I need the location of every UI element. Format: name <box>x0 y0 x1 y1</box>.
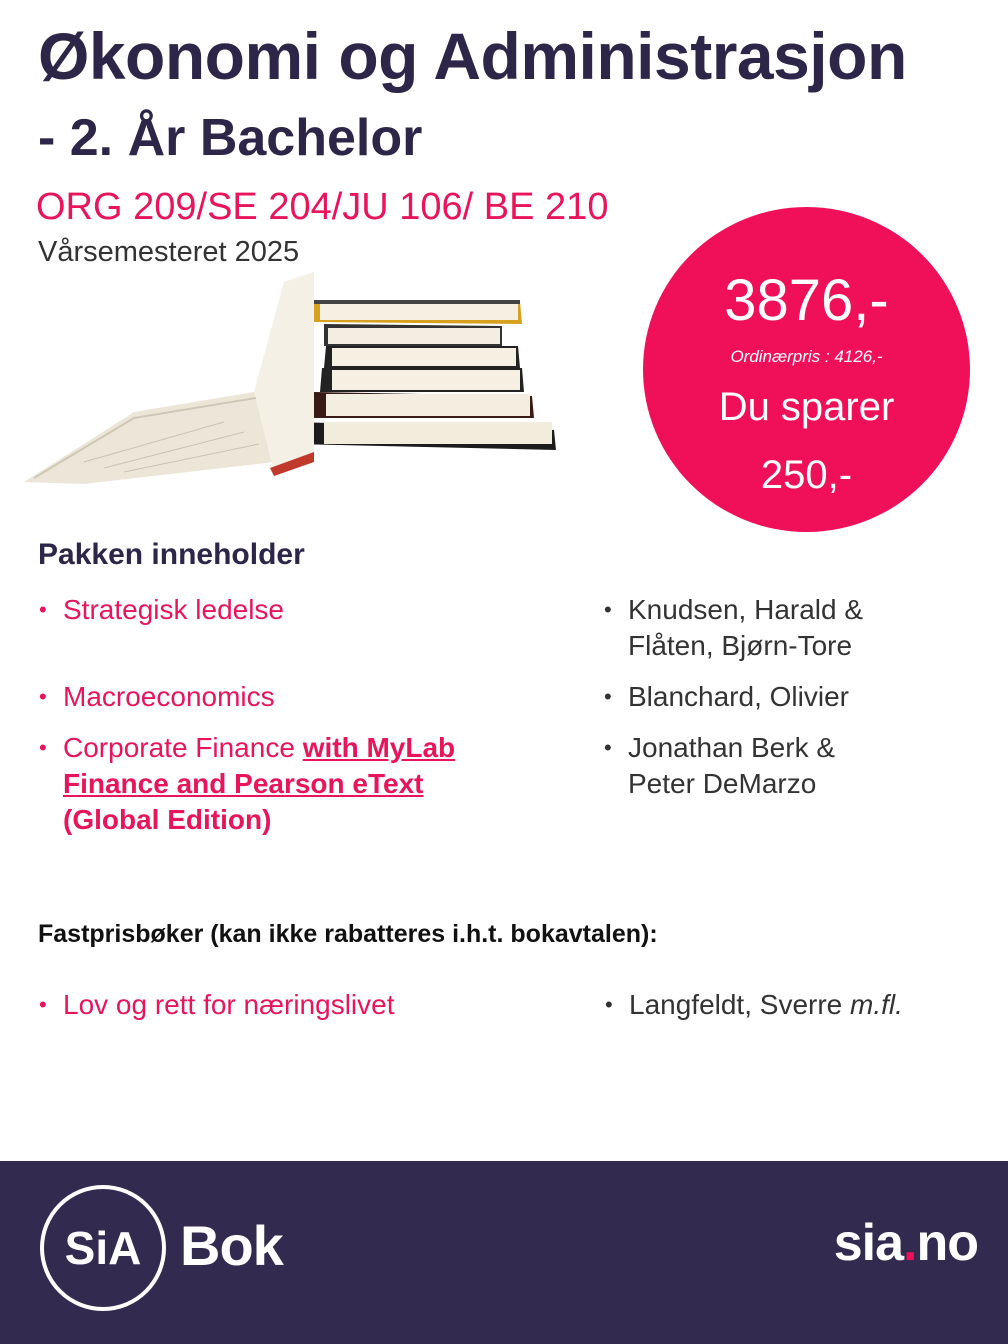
site-link[interactable] <box>834 1213 978 1273</box>
list-item <box>605 987 903 1023</box>
book-edition: (Global Edition) <box>63 804 272 835</box>
list-item <box>39 679 275 715</box>
bullet-icon: • <box>39 735 47 760</box>
fixed-price-heading: Fastprisbøker (kan ikke rabatteres i.h.t. bokavtalen): <box>38 920 658 948</box>
bullet-icon: • <box>39 684 47 709</box>
list-item <box>604 730 836 802</box>
book-author: Knudsen, Harald & <box>628 594 864 625</box>
book-author: Langfeldt, Sverre <box>629 989 851 1020</box>
bullet-icon: • <box>604 684 612 709</box>
course-codes: ORG 209/SE 204/JU 106/ BE 210 <box>36 186 609 228</box>
bullet-icon: • <box>39 597 47 622</box>
books-illustration <box>24 272 564 492</box>
book-author: Blanchard, Olivier <box>628 681 849 712</box>
book-title: Lov og rett for næringslivet <box>63 989 395 1020</box>
site-name: sia <box>833 1214 904 1272</box>
page-subtitle: - 2. År Bachelor <box>38 109 423 167</box>
site-dot: . <box>903 1214 917 1272</box>
mylab-link[interactable]: Finance and Pearson eText <box>63 768 424 799</box>
page-title: Økonomi og Administrasjon <box>38 19 907 93</box>
book-author-suffix: m.fl. <box>850 989 903 1020</box>
price-badge <box>643 207 970 532</box>
bullet-icon: • <box>604 597 612 622</box>
book-author: Peter DeMarzo <box>628 768 817 799</box>
book-author: Flåten, Bjørn-Tore <box>628 630 853 661</box>
package-heading: Pakken inneholder <box>38 538 305 571</box>
list-item <box>604 679 849 715</box>
book-author: Jonathan Berk & <box>628 732 836 763</box>
book-title: Strategisk ledelse <box>63 594 285 625</box>
list-item <box>39 730 456 838</box>
bullet-icon: • <box>39 992 47 1017</box>
list-item <box>39 987 395 1023</box>
mylab-link[interactable]: with MyLab <box>302 732 456 763</box>
savings-label: Du sparer <box>718 385 895 429</box>
list-item <box>604 592 864 664</box>
sia-logo: SiA <box>40 1185 166 1311</box>
book-title: Corporate Finance <box>63 732 303 763</box>
package-price: 3876,- <box>724 268 889 333</box>
book-title: Macroeconomics <box>63 681 275 712</box>
savings-amount: 250,- <box>760 453 853 497</box>
list-item <box>39 592 285 628</box>
logo-text: Bok <box>180 1214 283 1277</box>
ordinary-price: Ordinærpris : 4126,- <box>730 347 883 366</box>
site-tld: no <box>916 1214 978 1272</box>
footer <box>0 1161 1008 1344</box>
bullet-icon: • <box>604 735 612 760</box>
bullet-icon: • <box>605 992 613 1017</box>
semester: Vårsemesteret 2025 <box>38 236 300 268</box>
